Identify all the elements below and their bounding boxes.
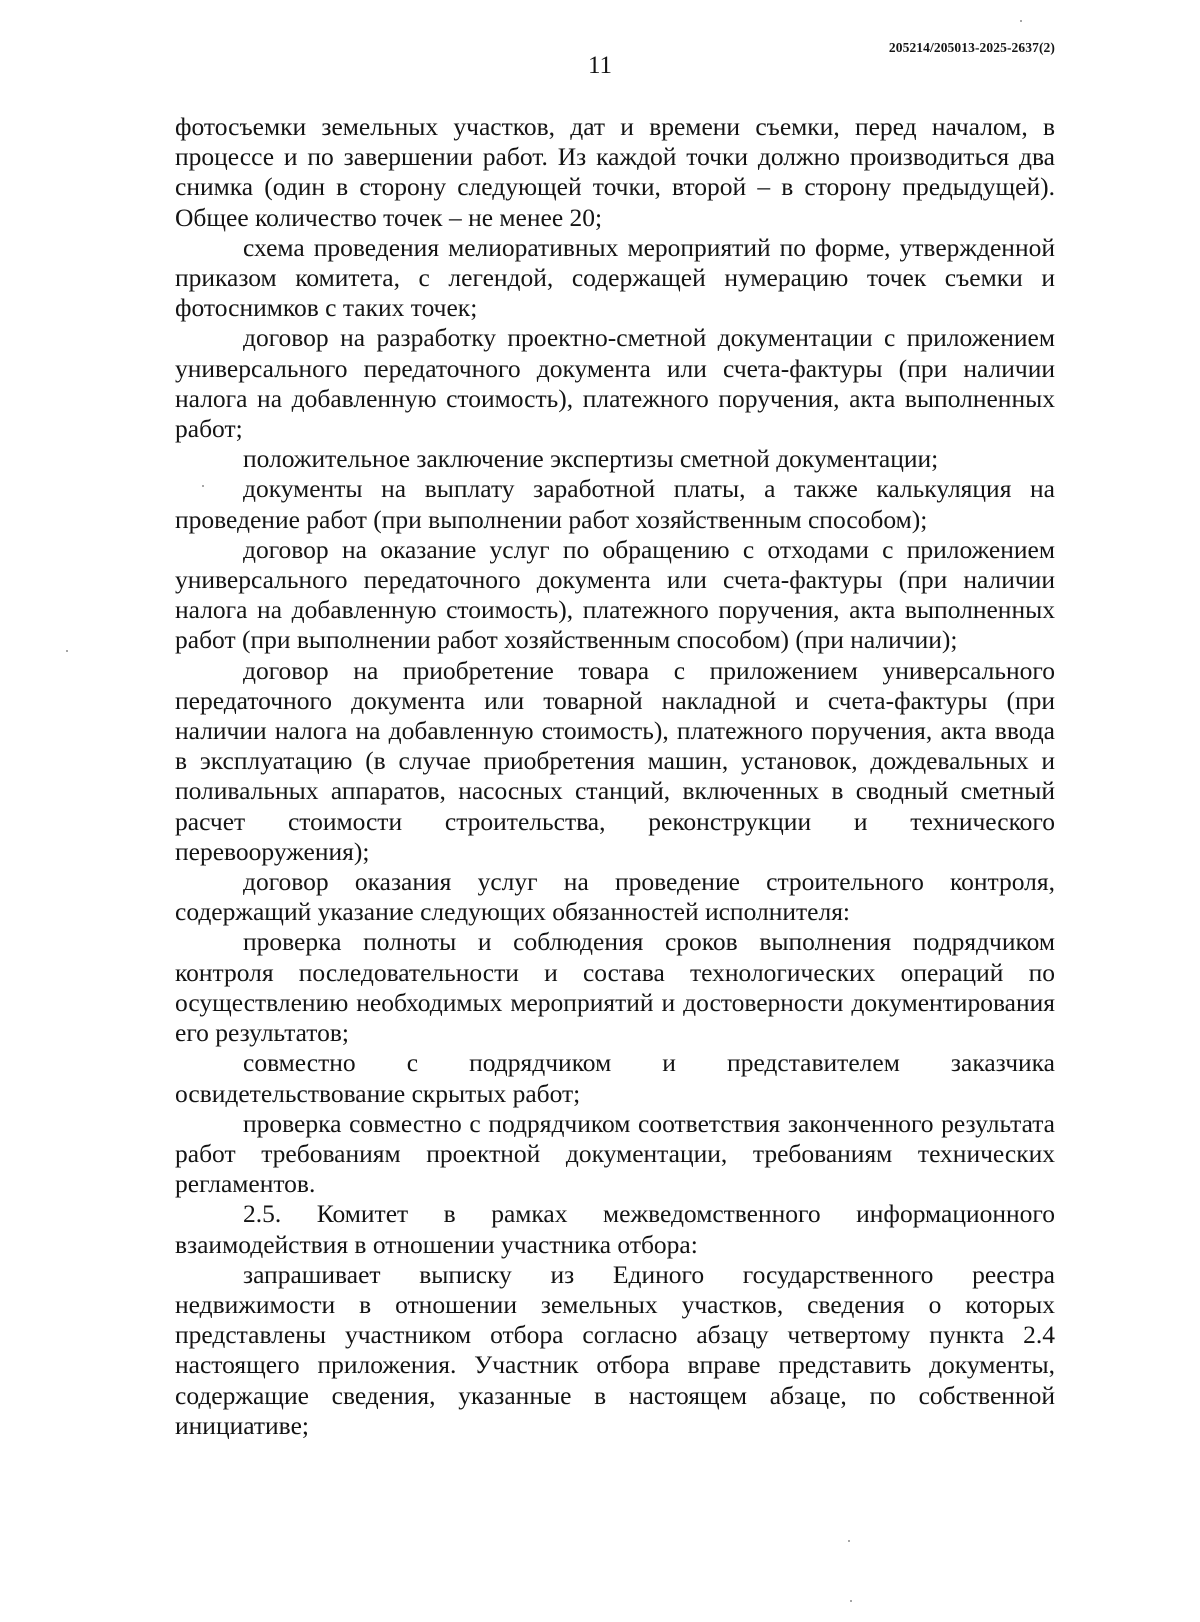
paragraph-result-check: проверка совместно с подрядчиком соответствия законченного результата работ требованиям проектной документации, требованиям технических регламентов. xyxy=(175,1108,1055,1199)
scan-speck xyxy=(202,485,204,487)
paragraph-melioration-scheme: схема проведения мелиоративных мероприятий по форме, утвержденной приказом комитета, с легендой, содержащей нумерацию точек съемки и фотоснимков с таких точек; xyxy=(175,232,1055,323)
paragraph-section-2-5: 2.5. Комитет в рамках межведомственного информационного взаимодействия в отношении участника отбора: xyxy=(175,1199,1055,1259)
document-registration-number: 205214/205013-2025-2637(2) xyxy=(888,40,1055,55)
paragraph-construction-control-contract: договор оказания услуг на проведение строительного контроля, содержащий указание следующих обязанностей исполнителя: xyxy=(175,867,1055,927)
paragraph-registry-request: запрашивает выписку из Единого государственного реестра недвижимости в отношении земельных участков, сведения о которых представлены участником отбора согласно абзацу четвертому пункта 2.4 настоящего приложения. Участник отбора вправе представить документы, содержащие сведения, указанные в настоящем абзаце, по собственной инициативе; xyxy=(175,1259,1055,1440)
paragraph-waste-contract: договор на оказание услуг по обращению с отходами с приложением универсального передаточного документа или счета-фактуры (при наличии налога на добавленную стоимость), платежного поручения, акта выполненных работ (при выполнении работ хозяйственным способом) (при наличии); xyxy=(175,534,1055,655)
paragraph-wage-documents: документы на выплату заработной платы, а также калькуляция на проведение работ (при выполнении работ хозяйственным способом); xyxy=(175,474,1055,534)
paragraph-expert-conclusion: положительное заключение экспертизы сметной документации; xyxy=(243,444,939,474)
paragraph-continuation: фотосъемки земельных участков, дат и времени съемки, перед началом, в процессе и по завершении работ. Из каждой точки должно производиться два снимка (один в сторону следующей точки, второй – в сторону предыдущей). Общее количество точек – не менее 20; xyxy=(175,112,1055,232)
paragraph-design-contract: договор на разработку проектно-сметной документации с приложением универсального передаточного документа или счета-фактуры (при наличии налога на добавленную стоимость), платежного поручения, акта выполненных работ; xyxy=(175,323,1055,444)
scan-speck xyxy=(848,1540,850,1542)
scan-speck xyxy=(66,650,68,652)
document-body xyxy=(175,112,1055,1441)
scan-speck xyxy=(1020,20,1022,22)
scan-speck xyxy=(850,1600,852,1602)
paragraph-hidden-works: совместно с подрядчиком и представителем заказчика освидетельствование скрытых работ; xyxy=(175,1048,1055,1108)
page-number: 11 xyxy=(587,52,613,79)
paragraph-contractor-check: проверка полноты и соблюдения сроков выполнения подрядчиком контроля последовательности и состава технологических операций по осуществлению необходимых мероприятий и достоверности документирования его результатов; xyxy=(175,927,1055,1048)
paragraph-goods-contract: договор на приобретение товара с приложением универсального передаточного документа или товарной накладной и счета-фактуры (при наличии налога на добавленную стоимость), платежного поручения, акта ввода в эксплуатацию (в случае приобретения машин, установок, дождевальных и поливальных аппаратов, насосных станций, включенных в сводный сметный расчет стоимости строительства, реконструкции и технического перевооружения); xyxy=(175,655,1055,866)
